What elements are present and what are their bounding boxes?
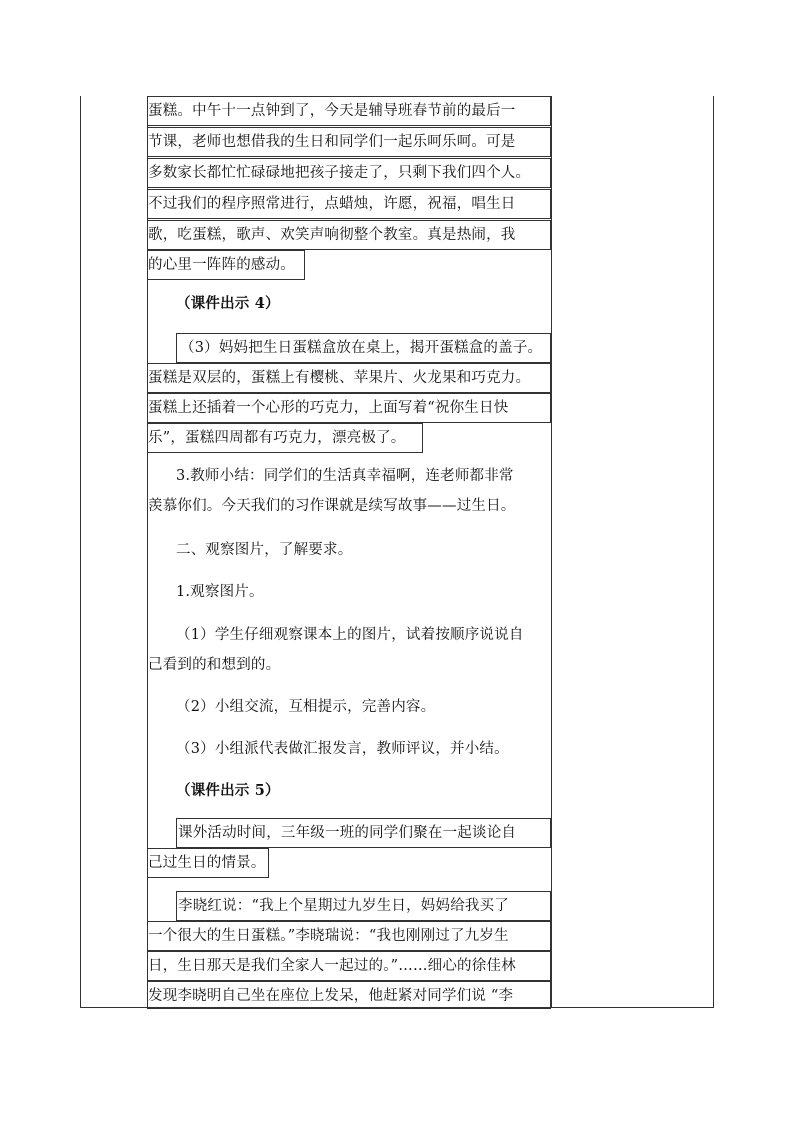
- summary-line: 3.教师小结：同学们的生活真幸福啊，连老师都非常: [176, 468, 514, 484]
- story-line: 发现李晓明自己坐在座位上发呆，他赶紧对同学们说 “李: [148, 988, 514, 1004]
- slide-line: （3）妈妈把生日蛋糕盒放在桌上，揭开蛋糕盒的盖子。: [180, 340, 543, 356]
- courseware-heading: （课件出示 4）: [176, 295, 280, 312]
- story-line: 不过我们的程序照常进行，点蜡烛，许愿，祝福，唱生日: [148, 196, 516, 212]
- slide-line: 蛋糕上还插着一个心形的巧克力，上面写着“祝你生日快: [148, 400, 509, 416]
- story-line: 的心里一阵阵的感动。: [148, 257, 295, 273]
- story-line: 一个很大的生日蛋糕。”李晓瑞说：“我也刚刚过了九岁生: [148, 928, 509, 944]
- column-right-border: [551, 96, 552, 1008]
- story-line: 蛋糕。中午十一点钟到了，今天是辅导班春节前的最后一: [148, 103, 516, 119]
- story-line: 日，生日那天是我们全家人一起过的。”……细心的徐佳林: [148, 958, 516, 974]
- courseware-heading: （课件出示 5）: [176, 782, 280, 799]
- item-line: 己看到的和想到的。: [148, 657, 281, 673]
- story-line: 李晓红说：“我上个星期过九岁生日，妈妈给我买了: [178, 898, 510, 914]
- slide-line: 乐”，蛋糕四周都有巧克力，漂亮极了。: [148, 430, 406, 446]
- item-line: （2）小组交流，互相提示，完善内容。: [176, 699, 436, 715]
- table-right-border: [713, 96, 714, 1008]
- table-left-border: [80, 96, 81, 1008]
- summary-line: 羡慕你们。今天我们的习作课就是续写故事——过生日。: [148, 498, 516, 514]
- story-line: 节课，老师也想借我的生日和同学们一起乐呵乐呵。可是: [148, 134, 516, 150]
- story-line: 歌，吃蛋糕，歌声、欢笑声响彻整个教室。真是热闹，我: [148, 227, 516, 243]
- slide-line: 蛋糕是双层的，蛋糕上有樱桃、苹果片、火龙果和巧克力。: [148, 370, 531, 386]
- section-heading: 二、观察图片，了解要求。: [176, 542, 353, 558]
- slide-line: 己过生日的情景。: [148, 855, 266, 871]
- slide-line: 课外活动时间，三年级一班的同学们聚在一起谈论自: [178, 825, 517, 841]
- step-heading: 1.观察图片。: [176, 584, 264, 600]
- item-line: （3）小组派代表做汇报发言，教师评议，并小结。: [176, 741, 509, 757]
- story-line: 多数家长都忙忙碌碌地把孩子接走了，只剩下我们四个人。: [148, 165, 531, 181]
- item-line: （1）学生仔细观察课本上的图片，试着按顺序说说自: [176, 627, 524, 643]
